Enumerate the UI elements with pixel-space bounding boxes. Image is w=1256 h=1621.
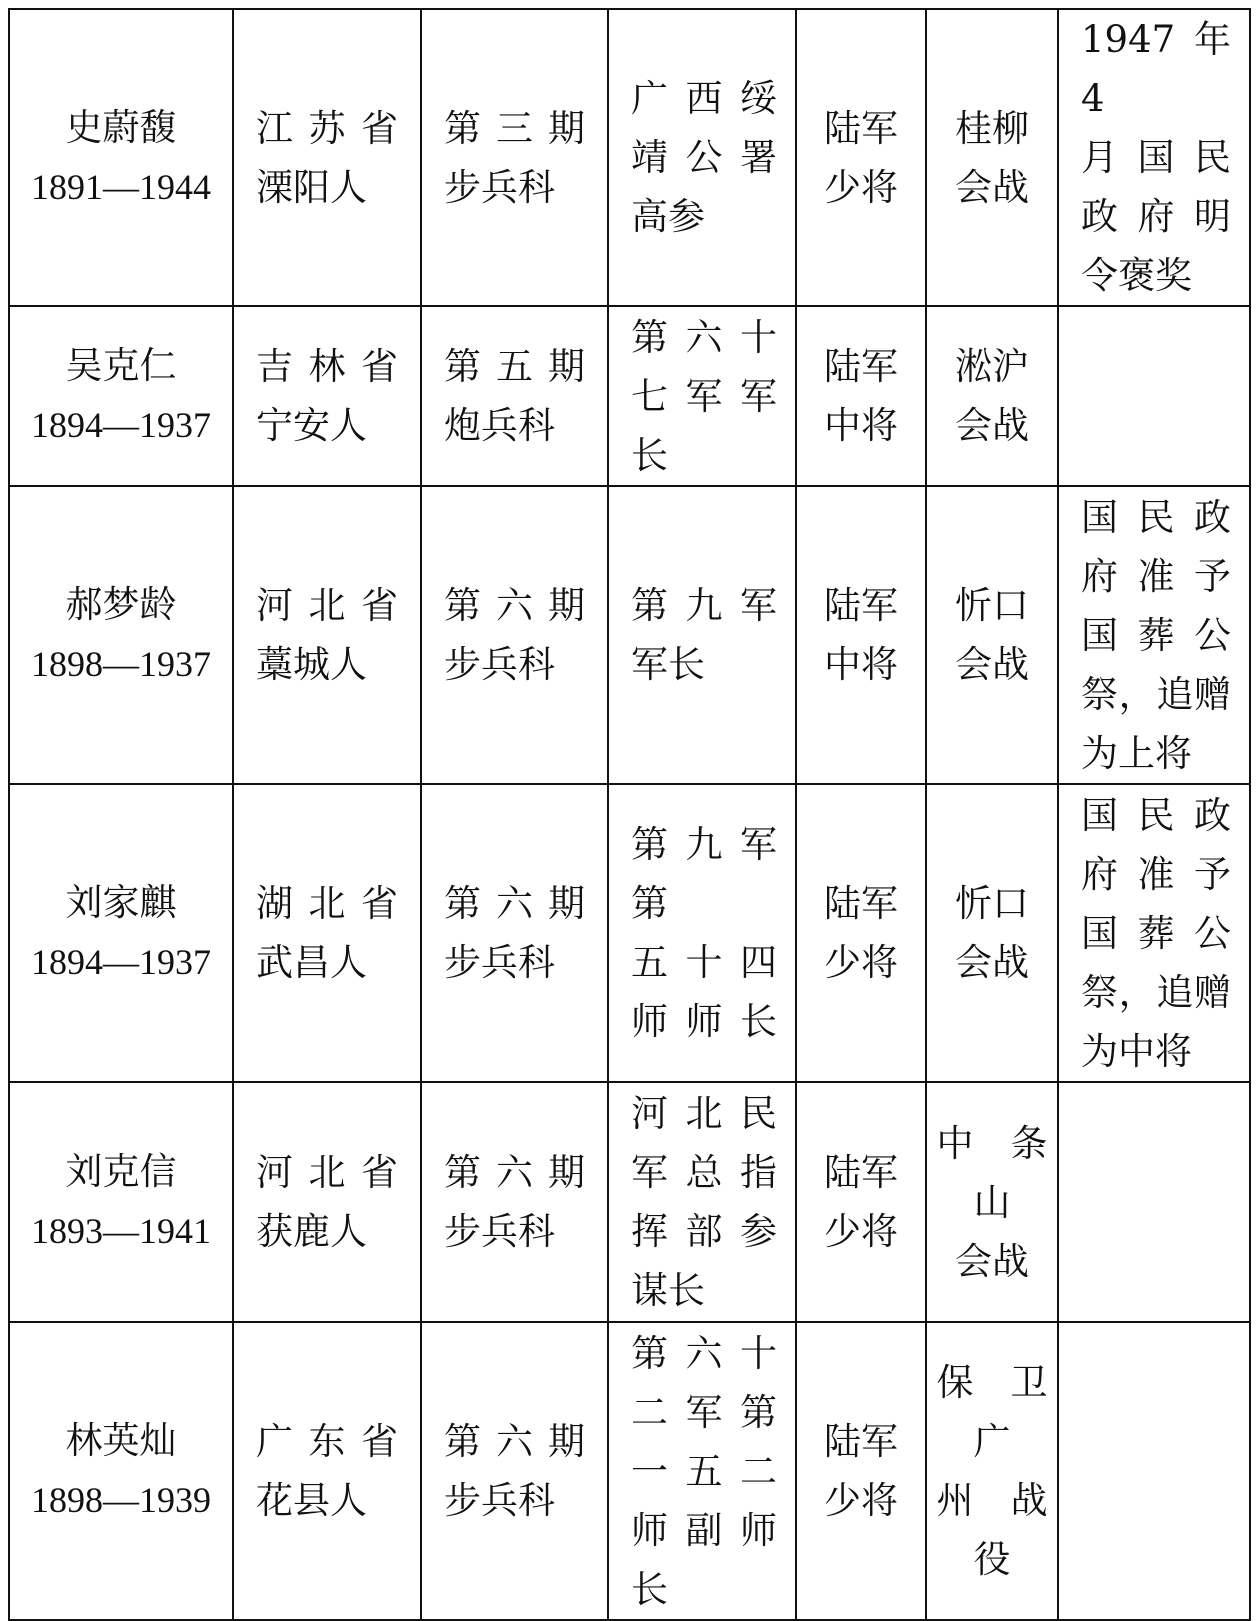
post-cell xyxy=(608,486,796,784)
rank-line: 中将 xyxy=(824,643,898,686)
origin-line: 湖北省 xyxy=(256,882,398,925)
post-line: 第六十 xyxy=(631,315,777,359)
post-line: 一五二 xyxy=(631,1449,777,1493)
academy-class-cell xyxy=(421,1082,608,1322)
academy-class-cell xyxy=(421,306,608,486)
battle-line: 桂柳 xyxy=(955,106,1029,150)
rank-line: 少将 xyxy=(824,941,898,984)
class-line: 步兵科 xyxy=(444,1210,555,1253)
origin-line: 河北省 xyxy=(256,1151,398,1194)
rank-line: 少将 xyxy=(824,165,898,209)
battle-cell xyxy=(926,784,1058,1082)
origin-cell xyxy=(233,784,421,1082)
table-row xyxy=(9,306,1250,486)
rank-line: 少将 xyxy=(824,1479,898,1522)
table-row xyxy=(9,784,1250,1082)
post-line: 第六十 xyxy=(631,1331,777,1375)
note-line: 府准予 xyxy=(1081,852,1231,896)
table-row xyxy=(9,9,1250,306)
battle-line: 役 xyxy=(973,1538,1011,1581)
post-line: 七军军 xyxy=(631,374,777,418)
note-line: 祭，追赠 xyxy=(1081,672,1231,716)
academy-class-cell xyxy=(421,784,608,1082)
rank-line: 陆军 xyxy=(824,106,898,150)
note-line: 府准予 xyxy=(1081,554,1231,598)
origin-line: 藁城人 xyxy=(256,643,367,686)
post-line: 挥部参 xyxy=(631,1210,777,1253)
origin-cell xyxy=(233,1322,421,1620)
class-line: 第六期 xyxy=(444,584,585,627)
note-cell xyxy=(1058,1322,1250,1620)
person-name: 刘家麒 xyxy=(65,883,177,924)
person-name: 刘克信 xyxy=(65,1152,177,1193)
post-line: 师副师 xyxy=(631,1508,777,1552)
post-cell xyxy=(608,306,796,486)
life-dates: 1894—1937 xyxy=(31,942,211,982)
post-line: 长 xyxy=(631,433,668,477)
post-line: 高参 xyxy=(631,195,705,238)
post-line: 第九军 xyxy=(631,823,777,866)
battle-cell xyxy=(926,9,1058,306)
battle-line: 州 战 xyxy=(936,1479,1048,1522)
origin-line: 溧阳人 xyxy=(256,165,367,209)
battle-cell xyxy=(926,306,1058,486)
origin-line: 花县人 xyxy=(256,1479,367,1522)
origin-cell xyxy=(233,306,421,486)
note-line: 祭，追赠 xyxy=(1081,970,1231,1014)
rank-line: 中将 xyxy=(824,404,898,447)
origin-line: 江苏省 xyxy=(256,106,398,150)
battle-line: 会战 xyxy=(955,1239,1029,1283)
person-name: 林英灿 xyxy=(65,1421,177,1462)
note-line: 令褒奖 xyxy=(1081,254,1192,297)
battle-line: 忻口 xyxy=(955,882,1029,925)
battle-line: 会战 xyxy=(955,404,1029,447)
note-line: 月国民 xyxy=(1081,136,1231,179)
rank-line: 陆军 xyxy=(824,1420,898,1463)
note-line: 政府明 xyxy=(1081,195,1231,238)
note-line: 为中将 xyxy=(1081,1029,1192,1073)
post-line: 第 xyxy=(631,882,668,925)
origin-line: 获鹿人 xyxy=(256,1210,367,1253)
class-line: 第六期 xyxy=(444,1420,585,1463)
class-line: 第五期 xyxy=(444,345,585,388)
battle-line: 广 xyxy=(973,1420,1011,1463)
origin-line: 武昌人 xyxy=(256,941,367,984)
life-dates: 1894—1937 xyxy=(31,405,211,445)
battle-line: 忻口 xyxy=(955,584,1029,627)
rank-line: 陆军 xyxy=(824,584,898,627)
rank-line: 陆军 xyxy=(824,345,898,388)
table-row xyxy=(9,1082,1250,1322)
battle-line: 会战 xyxy=(955,643,1029,686)
class-line: 炮兵科 xyxy=(444,404,555,447)
class-line: 第三期 xyxy=(444,106,585,150)
post-line: 军总指 xyxy=(631,1151,777,1194)
class-line: 第六期 xyxy=(444,1151,585,1194)
name-cell xyxy=(9,1082,233,1322)
class-line: 第六期 xyxy=(444,882,585,925)
battle-line: 保 卫 xyxy=(936,1361,1048,1404)
name-cell xyxy=(9,306,233,486)
note-line: 国民政 xyxy=(1081,793,1231,837)
rank-cell xyxy=(796,306,926,486)
academy-class-cell xyxy=(421,486,608,784)
note-line: 为上将 xyxy=(1081,731,1192,775)
rank-line: 陆军 xyxy=(824,882,898,925)
table-row xyxy=(9,486,1250,784)
post-line: 五十四 xyxy=(631,941,777,984)
person-name: 吴克仁 xyxy=(65,346,177,387)
martyrs-table xyxy=(8,8,1251,1621)
post-line: 师师长 xyxy=(631,1000,777,1043)
post-cell xyxy=(608,1322,796,1620)
post-line: 靖公署 xyxy=(631,136,777,179)
post-line: 第九军 xyxy=(631,584,777,627)
note-line: 国葬公 xyxy=(1081,613,1231,657)
post-line: 广西绥 xyxy=(631,77,777,120)
rank-cell xyxy=(796,9,926,306)
post-line: 河北民 xyxy=(631,1092,777,1135)
rank-cell xyxy=(796,1322,926,1620)
class-line: 步兵科 xyxy=(444,165,555,209)
post-line: 二军第 xyxy=(631,1390,777,1434)
note-cell xyxy=(1058,784,1250,1082)
rank-cell xyxy=(796,486,926,784)
post-line: 军长 xyxy=(631,643,705,686)
post-cell xyxy=(608,9,796,306)
rank-cell xyxy=(796,784,926,1082)
battle-line: 会战 xyxy=(955,165,1029,209)
rank-cell xyxy=(796,1082,926,1322)
battle-line: 山 xyxy=(973,1180,1011,1224)
name-cell xyxy=(9,9,233,306)
person-name: 郝梦龄 xyxy=(65,585,177,626)
post-cell xyxy=(608,784,796,1082)
life-dates: 1898—1939 xyxy=(31,1480,211,1520)
name-cell xyxy=(9,1322,233,1620)
class-line: 步兵科 xyxy=(444,643,555,686)
class-line: 步兵科 xyxy=(444,941,555,984)
battle-line: 淞沪 xyxy=(955,345,1029,388)
origin-cell xyxy=(233,9,421,306)
battle-cell xyxy=(926,1082,1058,1322)
battle-cell xyxy=(926,486,1058,784)
note-cell xyxy=(1058,486,1250,784)
academy-class-cell xyxy=(421,9,608,306)
origin-cell xyxy=(233,1082,421,1322)
post-line: 谋长 xyxy=(631,1269,705,1312)
origin-line: 宁安人 xyxy=(256,404,367,447)
post-line: 长 xyxy=(631,1567,668,1611)
origin-line: 广东省 xyxy=(256,1420,398,1463)
note-line: 1947年4 xyxy=(1081,18,1231,120)
battle-line: 中 条 xyxy=(936,1121,1048,1165)
battle-line: 会战 xyxy=(955,941,1029,984)
origin-cell xyxy=(233,486,421,784)
class-line: 步兵科 xyxy=(444,1479,555,1522)
rank-line: 陆军 xyxy=(824,1151,898,1194)
table-row xyxy=(9,1322,1250,1620)
post-cell xyxy=(608,1082,796,1322)
life-dates: 1893—1941 xyxy=(31,1211,211,1251)
life-dates: 1891—1944 xyxy=(31,166,211,207)
name-cell xyxy=(9,784,233,1082)
note-cell xyxy=(1058,306,1250,486)
name-cell xyxy=(9,486,233,784)
rank-line: 少将 xyxy=(824,1210,898,1253)
note-cell xyxy=(1058,1082,1250,1322)
academy-class-cell xyxy=(421,1322,608,1620)
person-name: 史蔚馥 xyxy=(65,107,177,149)
note-line: 国葬公 xyxy=(1081,911,1231,955)
life-dates: 1898—1937 xyxy=(31,644,211,684)
battle-cell xyxy=(926,1322,1058,1620)
origin-line: 河北省 xyxy=(256,584,398,627)
note-cell xyxy=(1058,9,1250,306)
origin-line: 吉林省 xyxy=(256,345,398,388)
note-line: 国民政 xyxy=(1081,495,1231,539)
